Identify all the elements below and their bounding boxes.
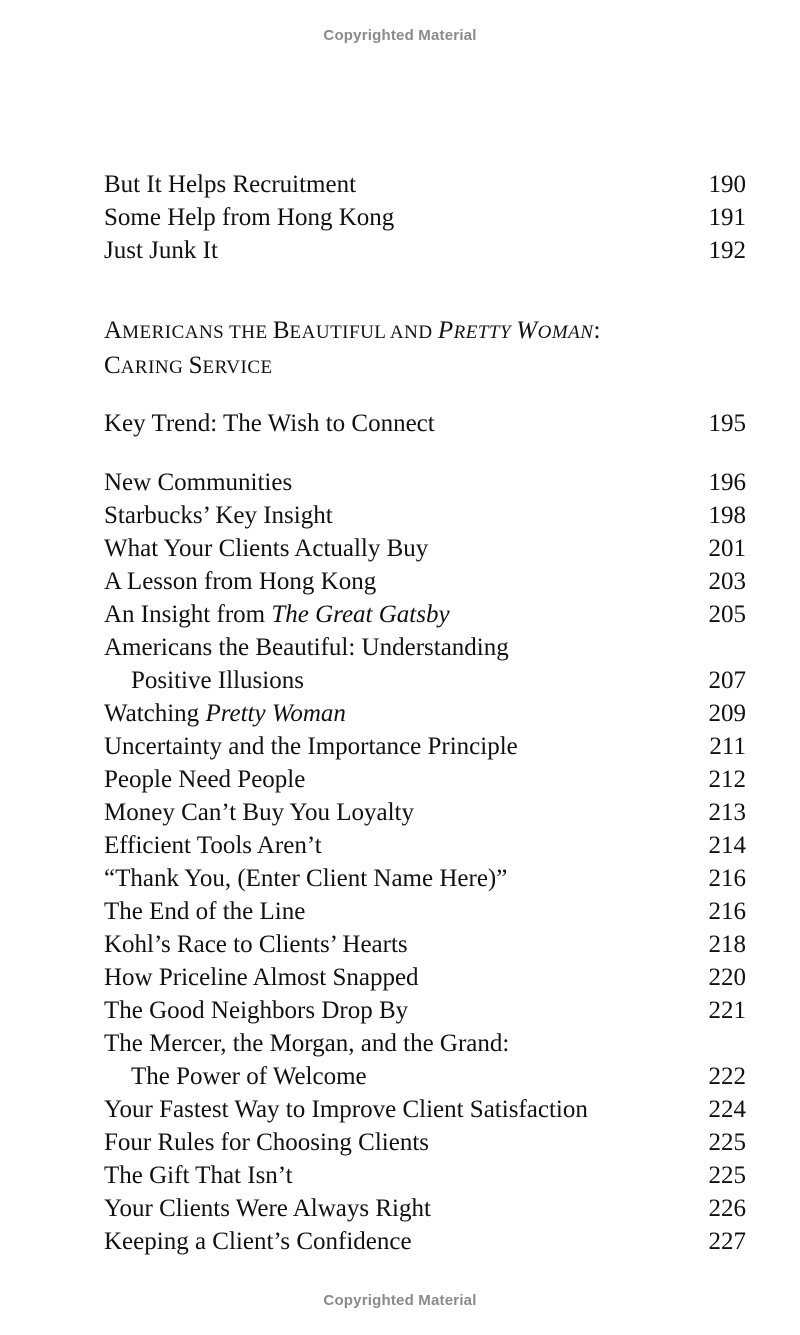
toc-entry (104, 928, 746, 961)
toc-entry (104, 1225, 746, 1258)
toc-entry-title: The Mercer, the Morgan, and the Grand: (104, 1030, 510, 1057)
toc-entry (104, 631, 746, 664)
toc-entry (104, 994, 746, 1027)
toc-entry-page: 222 (708, 1063, 746, 1090)
toc-entry-page: 211 (709, 733, 746, 760)
chapter-heading-text: : (593, 317, 601, 344)
copyright-watermark-bottom: Copyrighted Material (323, 1292, 477, 1309)
toc-entry-title: The Good Neighbors Drop By (104, 997, 409, 1024)
toc-entry-continuation (104, 664, 746, 697)
toc-entry (104, 466, 746, 499)
toc-entry-title: Key Trend: The Wish to Connect (104, 410, 435, 437)
toc-entry-page: 205 (708, 601, 746, 628)
toc-entry (104, 1093, 746, 1126)
toc-entry-page: 201 (708, 535, 746, 562)
toc-entry-title: A Lesson from Hong Kong (104, 568, 377, 595)
toc-entry-title: Some Help from Hong Kong (104, 204, 395, 231)
toc-entry-title: Kohl’s Race to Clients’ Hearts (104, 931, 408, 958)
toc-entry-page: 216 (708, 898, 746, 925)
toc-entry-page: 212 (708, 766, 746, 793)
toc-entry-title: Your Clients Were Always Right (104, 1195, 431, 1222)
toc-entry-title (104, 598, 450, 631)
toc-entry-title: But It Helps Recruitment (104, 171, 357, 198)
chapter-heading-text: RETTY (453, 322, 517, 343)
toc-entry (104, 598, 746, 631)
toc-entry (104, 829, 746, 862)
toc-entry-page: 226 (708, 1195, 746, 1222)
toc-entry-page: 196 (708, 469, 746, 496)
toc-entry-title: “Thank You, (Enter Client Name Here)” (104, 865, 508, 892)
chapter-heading-text: S (188, 352, 203, 379)
toc-entry-page: 195 (708, 410, 746, 437)
toc-entry (104, 499, 746, 532)
chapter-heading-text: MERICANS THE (122, 322, 273, 343)
toc-entry (104, 234, 746, 267)
chapter-heading-line-2 (104, 349, 746, 384)
toc-entry-page: 224 (708, 1096, 746, 1123)
toc-entry-title: How Priceline Almost Snapped (104, 964, 419, 991)
toc-entry-continuation (104, 1060, 746, 1093)
toc-entry-page: 227 (708, 1228, 746, 1255)
chapter-heading-text: ARING (120, 357, 189, 378)
toc-entry-page: 213 (708, 799, 746, 826)
toc-entry (104, 532, 746, 565)
toc-entry (104, 796, 746, 829)
toc-key-trend (104, 407, 746, 440)
toc-entry (104, 1192, 746, 1225)
toc-entry-title (104, 697, 346, 730)
toc-entry-page: 221 (708, 997, 746, 1024)
toc-entry (104, 697, 746, 730)
toc-entry (104, 201, 746, 234)
copyright-watermark-top: Copyrighted Material (323, 27, 477, 44)
toc-entry-title: Money Can’t Buy You Loyalty (104, 799, 414, 826)
chapter-heading-text: OMAN (537, 322, 594, 343)
toc-entry-page: 225 (708, 1129, 746, 1156)
toc-entry (104, 895, 746, 928)
toc-entry-title: The End of the Line (104, 898, 306, 925)
toc-entry (104, 961, 746, 994)
chapter-heading-line-1 (104, 314, 746, 349)
toc-entry-page: 218 (708, 931, 746, 958)
toc-entry (104, 730, 746, 763)
toc-entry-page: 220 (708, 964, 746, 991)
chapter-heading-italic (438, 317, 594, 344)
toc-entry-title: People Need People (104, 766, 306, 793)
toc-entry-title-text: Watching (104, 700, 206, 727)
toc-entry-title: The Power of Welcome (131, 1063, 367, 1090)
toc-entry-title-italic: Pretty Woman (205, 700, 346, 727)
toc-entry-title: Uncertainty and the Importance Principle (104, 733, 518, 760)
toc-entry-title-text: An Insight from (104, 601, 272, 628)
toc-entry-title: New Communities (104, 469, 293, 496)
toc-entry-title: Efficient Tools Aren’t (104, 832, 322, 859)
toc-entry-title: Your Fastest Way to Improve Client Satisfaction (104, 1096, 588, 1123)
toc-entry-page: 216 (708, 865, 746, 892)
toc-entry-page: 225 (708, 1162, 746, 1189)
toc-entry-key-trend (104, 407, 746, 440)
toc-entry (104, 763, 746, 796)
toc-entry-page: 203 (708, 568, 746, 595)
toc-entry-page: 198 (708, 502, 746, 529)
toc-entry-title: Just Junk It (104, 237, 218, 264)
toc-entry-page: 214 (708, 832, 746, 859)
toc-entry-page: 192 (708, 237, 746, 264)
toc-entry-page: 191 (708, 204, 746, 231)
toc-entry-page: 190 (708, 171, 746, 198)
toc-group-continued (104, 168, 746, 267)
chapter-heading-text: EAUTIFUL AND (289, 322, 438, 343)
toc-entry (104, 1126, 746, 1159)
toc-entry-title: The Gift That Isn’t (104, 1162, 293, 1189)
chapter-heading-text: W (516, 317, 538, 344)
toc-entry-title: What Your Clients Actually Buy (104, 535, 429, 562)
chapter-heading-text: B (272, 317, 290, 344)
chapter-heading-text: C (104, 352, 121, 379)
chapter-heading-text: ERVICE (202, 357, 273, 378)
toc-entry-page: 207 (708, 667, 746, 694)
toc-entry (104, 1027, 746, 1060)
chapter-heading (104, 314, 746, 384)
toc-entry-page: 209 (708, 700, 746, 727)
toc-entry (104, 862, 746, 895)
toc-entry-title-italic: The Great Gatsby (271, 601, 450, 628)
chapter-heading-text: P (437, 317, 454, 344)
toc-group-chapter (104, 466, 746, 1258)
toc-entry (104, 168, 746, 201)
chapter-heading-text: A (104, 317, 123, 344)
toc-entry-title: Positive Illusions (131, 667, 304, 694)
toc-entry-title: Four Rules for Choosing Clients (104, 1129, 430, 1156)
toc-entry (104, 565, 746, 598)
toc-entry-title: Starbucks’ Key Insight (104, 502, 333, 529)
toc-entry-title: Keeping a Client’s Confidence (104, 1228, 412, 1255)
toc-entry (104, 1159, 746, 1192)
toc-entry-title: Americans the Beautiful: Understanding (104, 634, 509, 661)
